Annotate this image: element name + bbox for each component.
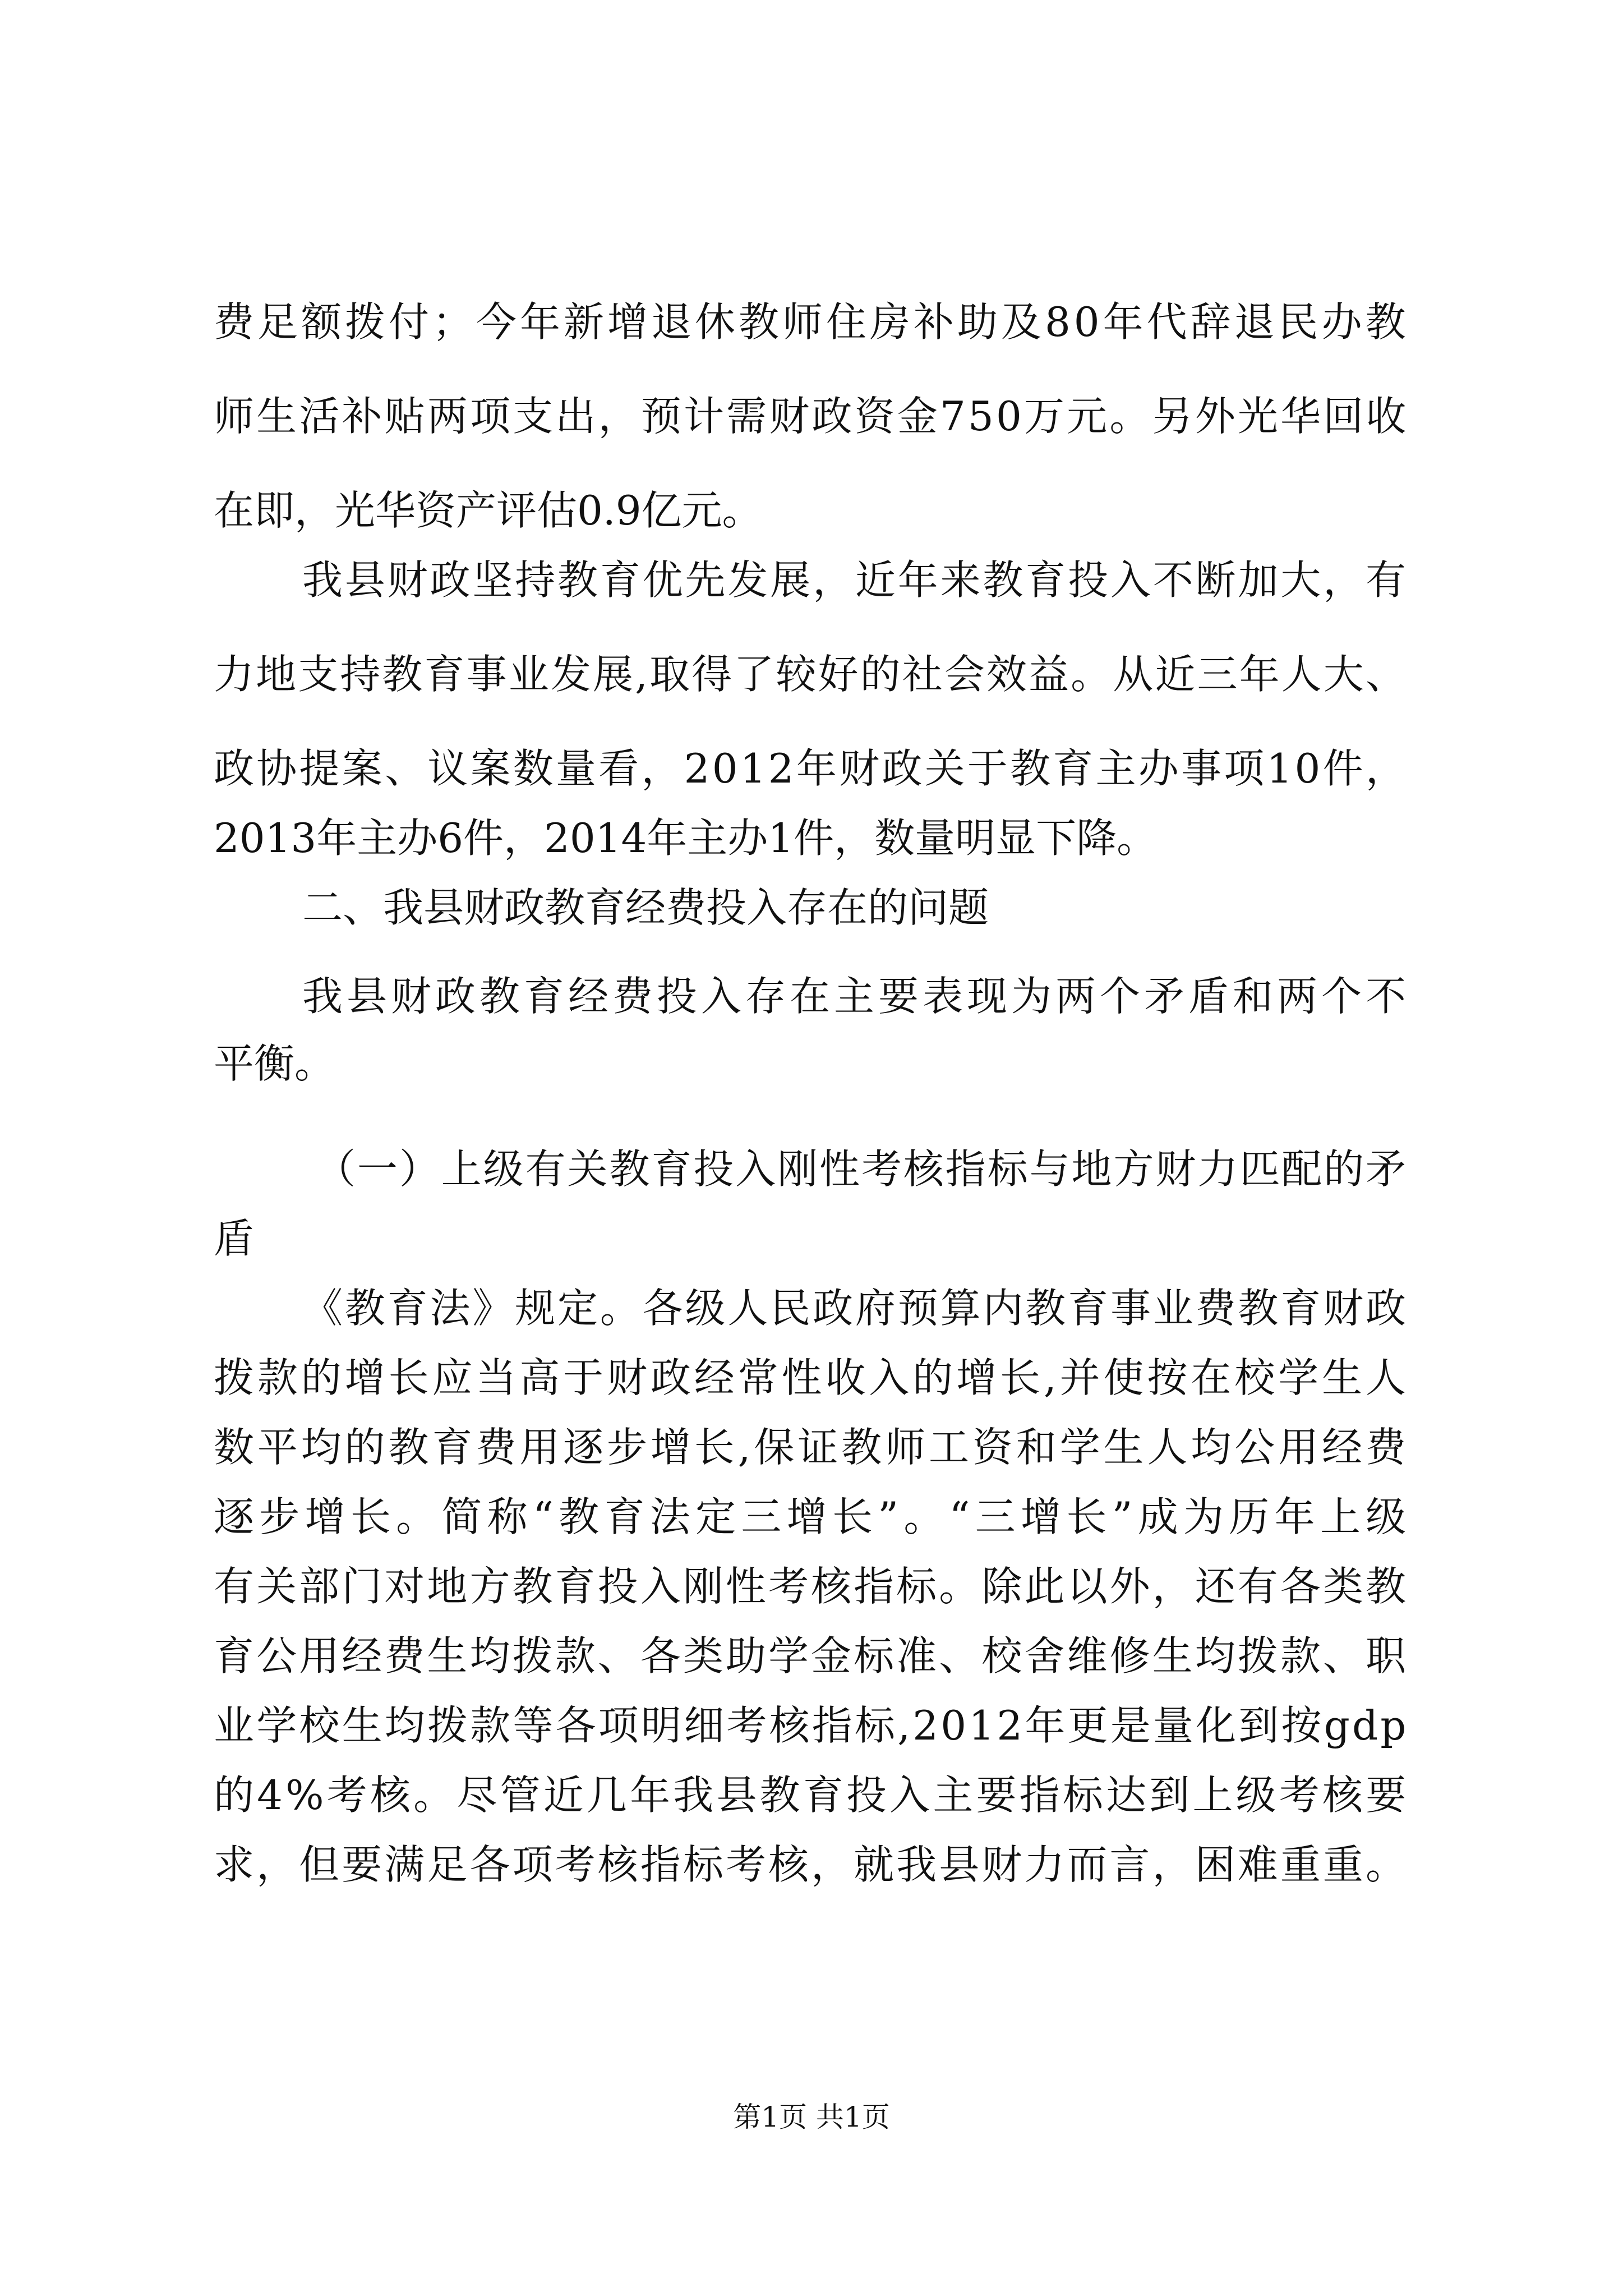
text-line: 求，但要满足各项考核指标考核，就我县财力而言，困难重重。 bbox=[214, 1841, 1409, 1888]
subsection-heading: （一）上级有关教育投入刚性考核指标与地方财力匹配的矛 bbox=[315, 1145, 1408, 1193]
text-line: 育公用经费生均拨款、各类助学金标准、校舍维修生均拨款、职 bbox=[214, 1632, 1409, 1680]
subsection-heading: 盾 bbox=[214, 1215, 255, 1262]
text-line: 数平均的教育费用逐步增长,保证教师工资和学生人均公用经费 bbox=[214, 1424, 1409, 1471]
text-line: 我县财政坚持教育优先发展，近年来教育投入不断加大，有 bbox=[302, 556, 1408, 604]
text-line: 拨款的增长应当高于财政经常性收入的增长,并使按在校学生人 bbox=[214, 1354, 1409, 1401]
page-number-footer: 第1页 共1页 bbox=[733, 2101, 890, 2133]
text-line: 在即，光华资产评估0.9亿元。 bbox=[214, 487, 763, 534]
text-line: 《教育法》规定。各级人民政府预算内教育事业费教育财政 bbox=[302, 1285, 1408, 1332]
text-line: 费足额拨付；今年新增退休教师住房补助及80年代辞退民办教 bbox=[214, 298, 1409, 346]
section-heading: 二、我县财政教育经费投入存在的问题 bbox=[302, 884, 989, 931]
text-line: 师生活补贴两项支出，预计需财政资金750万元。另外光华回收 bbox=[214, 393, 1409, 440]
text-line: 逐步增长。简称“教育法定三增长”。“三增长”成为历年上级 bbox=[214, 1493, 1412, 1540]
text-line: 力地支持教育事业发展,取得了较好的社会效益。从近三年人大、 bbox=[214, 651, 1408, 698]
text-line: 的4%考核。尽管近几年我县教育投入主要指标达到上级考核要 bbox=[214, 1772, 1409, 1819]
text-line: 我县财政教育经费投入存在主要表现为两个矛盾和两个不 bbox=[302, 973, 1410, 1020]
text-line: 2013年主办6件，2014年主办1件，数量明显下降。 bbox=[214, 815, 1158, 862]
text-line: 平衡。 bbox=[214, 1040, 335, 1087]
text-line: 有关部门对地方教育投入刚性考核指标。除此以外，还有各类教 bbox=[214, 1563, 1409, 1610]
text-line: 业学校生均拨款等各项明细考核指标,2012年更是量化到按gdp bbox=[214, 1702, 1409, 1749]
text-line: 政协提案、议案数量看，2012年财政关于教育主办事项10件， bbox=[214, 745, 1409, 792]
